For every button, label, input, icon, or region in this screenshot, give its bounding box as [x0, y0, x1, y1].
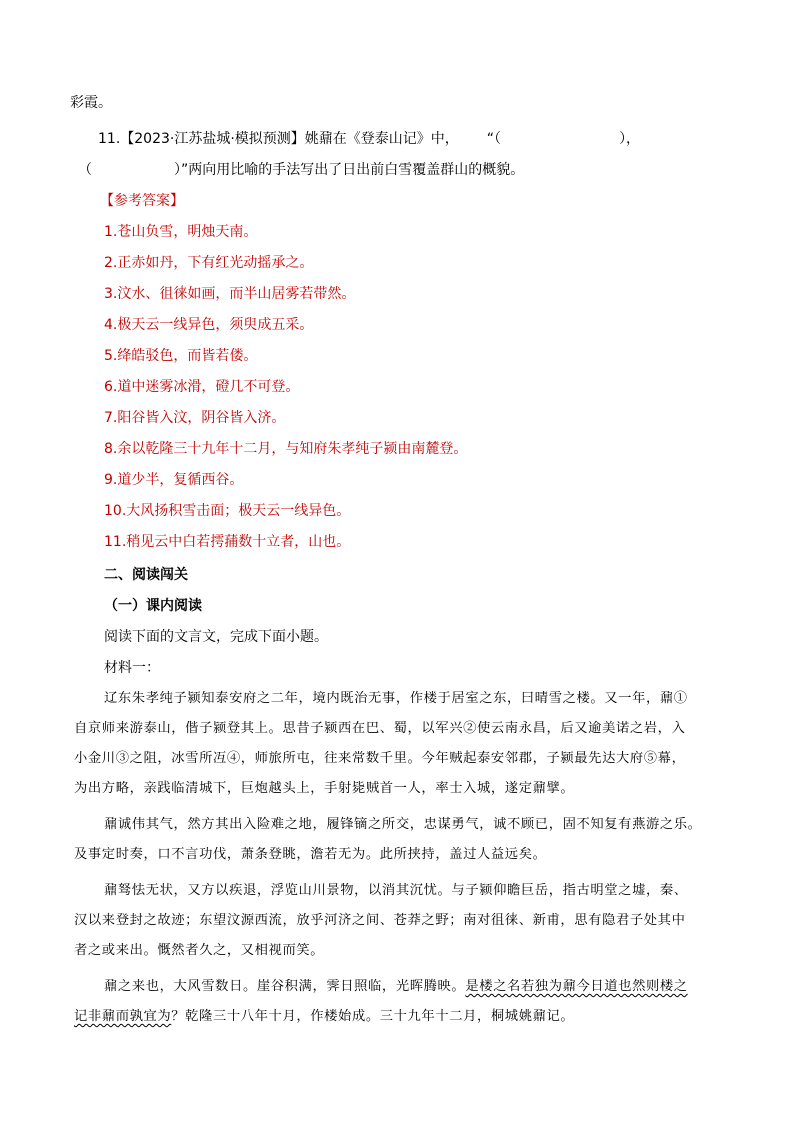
- passage-line: 为出方略，亲践临清城下，巨炮越头上，手射毙贼首一人，率士入城，遂定鼐擘。: [74, 781, 575, 796]
- answer-item: 5.绛皓驳色，而皆若偻。: [104, 348, 258, 364]
- question-11-line2: [78, 160, 524, 180]
- passage-line: [104, 977, 688, 997]
- answer-item: 7.阳谷皆入汶，阴谷皆入济。: [104, 410, 286, 426]
- passage-line: 及事定时奏，口不言功伐，萧条登眺，澹若无为。此所挟持，盖过人益远矣。: [74, 847, 547, 862]
- passage-line: 鼐诚伟其气，然方其出入险难之地，履锋镝之所交，忠谋勇气，诚不顾已，固不知复有燕游之乐。: [104, 817, 702, 832]
- answer-item: 2.正赤如丹，下有红光动摇承之。: [104, 255, 314, 271]
- blank-close: ），: [619, 131, 641, 147]
- question-number: 11.: [98, 131, 121, 147]
- answer-item: 8.余以乾隆三十九年十二月，与知府朱孝纯子颍由南麓登。: [104, 441, 468, 457]
- passage-line: 辽东朱孝纯子颍知泰安府之二年，境内既治无事，作楼于居室之东，曰晴雪之楼。又一年，鼐①: [104, 691, 688, 706]
- passage-line: 汉以来登封之故迹；东望汶源西流，放乎河济之间、苍莽之野；南对徂徕、新甫，思有隐君子处其中: [74, 913, 686, 928]
- passage-line: [74, 1007, 574, 1027]
- answer-item: 1.苍山负雪，明烛天南。: [104, 224, 258, 240]
- passage-line: 鼐驽怯无状，又方以疾退，浮览山川景物，以消其沉忧。与子颍仰瞻巨岳，指古明堂之墟，秦、: [104, 883, 688, 898]
- answer-item: 4.极天云一线异色，须臾成五采。: [104, 317, 314, 333]
- section-heading: 二、阅读闯关: [104, 567, 188, 583]
- question-source: 【2023·江苏盐城·模拟预测】: [120, 131, 305, 147]
- answer-item: 9.道少半，复循西谷。: [104, 472, 244, 488]
- passage-text: ？乾隆三十八年十月，作楼始成。三十九年十二月，桐城姚鼐记。: [171, 1009, 575, 1024]
- wavy-underlined-sentence: 是楼之名若独为鼐今日道也然则楼之: [465, 979, 688, 994]
- question-text: 姚鼐在《登泰山记》中，: [304, 131, 459, 147]
- material-label: 材料一：: [104, 660, 160, 676]
- passage-line: 者之或来出。慨然者久之，又相视而笑。: [74, 943, 325, 958]
- question-text-2: ）”两向用比喻的手法写出了日出前白雪覆盖群山的概貌。: [174, 162, 525, 178]
- blank-open-2: （: [78, 162, 92, 178]
- wavy-underlined-sentence: 记非鼐而孰宜为: [74, 1009, 172, 1024]
- answer-item: 11.稍见云中白若摴蒱数十立者，山也。: [104, 534, 351, 550]
- answer-item: 3.汶水、徂徕如画，而半山居雾若带然。: [104, 286, 356, 302]
- passage-line: 自京师来游泰山，偕子颍登其上。思昔子颍西在巴、蜀，以军兴②使云南永昌，后又逾美诺之岩，入: [74, 721, 686, 736]
- answer-item: 6.道中迷雾冰滑，磴几不可登。: [104, 379, 300, 395]
- reading-instruction: 阅读下面的文言文，完成下面小题。: [104, 629, 328, 645]
- continuation-text: 彩霞。: [70, 95, 112, 111]
- blank-open: “（: [486, 131, 502, 147]
- answer-heading: 【参考答案】: [100, 193, 184, 209]
- passage-line: 小金川③之阻，冰雪所冱④，师旅所屯，往来常数千里。今年贼起泰安邻郡，子颍最先达大府⑤幕，: [74, 751, 686, 766]
- passage-text: 鼐之来也，大风雪数日。崖谷积满，霁日照临，光晖腾映。: [104, 979, 466, 994]
- question-11-line1: [98, 129, 640, 149]
- answer-item: 10.大风扬积雪击面；极天云一线异色。: [104, 503, 351, 519]
- section-subheading: （一）课内阅读: [104, 598, 202, 614]
